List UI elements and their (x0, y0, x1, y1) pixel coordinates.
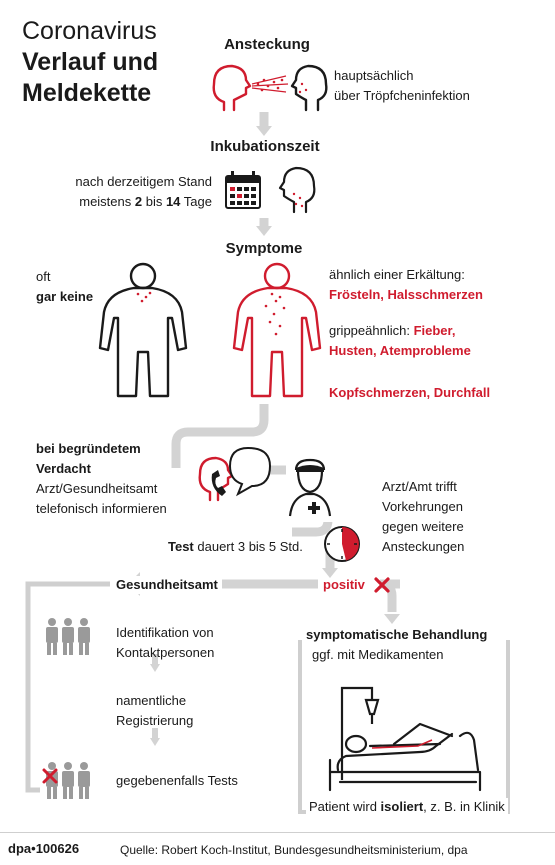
health-step-2-line-1: namentliche (116, 693, 187, 708)
doctor-line-3: gegen weitere (382, 519, 464, 534)
suspicion-line-4: telefonisch informieren (36, 501, 167, 516)
symptoms-other-list: Kopfschmerzen, Durchfall (329, 385, 491, 400)
incubation-pre: meistens (79, 194, 135, 209)
health-step-1-line-1: Identifikation von (116, 625, 214, 640)
test-duration: dauert 3 bis 5 Std. (193, 539, 303, 554)
infection-heading: Ansteckung (224, 36, 310, 53)
incubation-from: 2 (134, 194, 143, 209)
test-label: Test (168, 539, 194, 554)
treatment-sub: ggf. mit Medikamenten (312, 647, 444, 662)
footer-bullet: • (31, 841, 36, 856)
incubation-line-1: nach derzeitigem Stand (75, 174, 212, 189)
doctor-line-4: Ansteckungen (382, 539, 465, 554)
footer-agency: dpa (8, 841, 32, 856)
title-line-1: Coronavirus (22, 17, 157, 45)
patient-pre: Patient wird (309, 799, 381, 814)
footer-number: 100626 (35, 841, 80, 856)
symptoms-flu-list-2: Husten, Atemprobleme (329, 343, 471, 358)
treatment-heading: symptomatische Behandlung (306, 627, 488, 642)
title-line-3: Meldekette (22, 79, 152, 107)
infection-line-2: über Tröpfcheninfektion (334, 88, 470, 103)
health-step-2-line-2: Registrierung (116, 713, 194, 728)
title-line-2: Verlauf und (22, 48, 159, 76)
symptoms-flu-list-1: Fieber, (413, 323, 456, 338)
incubation-heading: Inkubationszeit (210, 138, 320, 155)
incubation-post: Tage (180, 194, 212, 209)
positive-label: positiv (323, 577, 365, 592)
suspicion-line-1: bei begründetem (36, 441, 141, 456)
symptoms-cold-list: Frösteln, Halsschmerzen (329, 287, 483, 302)
symptoms-none-line-1: oft (36, 269, 51, 284)
footer-source: Quelle: Robert Koch-Institut, Bundesgesundheitsministerium, dpa (120, 843, 468, 857)
patient-bold: isoliert (380, 799, 424, 814)
symptoms-cold-intro: ähnlich einer Erkältung: (329, 267, 465, 282)
footer-id (8, 840, 79, 858)
health-step-3: gegebenenfalls Tests (116, 773, 238, 788)
doctor-line-1: Arzt/Amt trifft (382, 479, 457, 494)
incubation-to: 14 (165, 194, 181, 209)
infection-line-1: hauptsächlich (334, 68, 414, 83)
footer (0, 832, 555, 865)
doctor-line-2: Vorkehrungen (382, 499, 463, 514)
health-step-1-line-2: Kontaktpersonen (116, 645, 215, 660)
treatment-patient (306, 798, 508, 816)
health-office-heading: Gesundheitsamt (112, 576, 222, 594)
suspicion-line-2: Verdacht (36, 461, 91, 476)
suspicion-line-3: Arzt/Gesundheitsamt (36, 481, 158, 496)
incubation-mid: bis (142, 194, 166, 209)
patient-post: , z. B. in Klinik (423, 799, 505, 814)
symptoms-flu-intro: grippeähnlich: (329, 323, 414, 338)
symptoms-heading: Symptome (225, 240, 303, 257)
symptoms-none-line-2: gar keine (36, 289, 94, 304)
